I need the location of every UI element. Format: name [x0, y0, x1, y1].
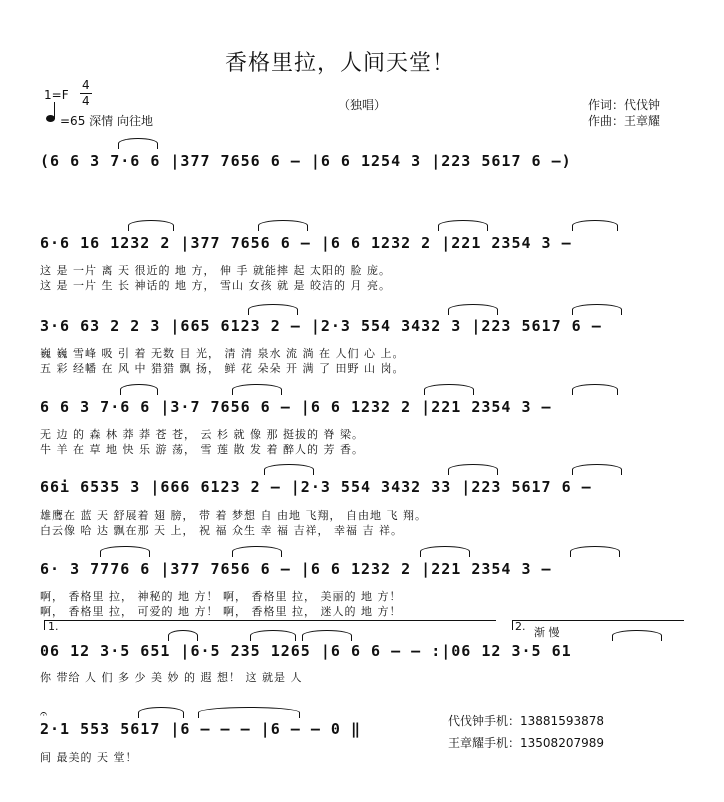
volta-2-label: 2. — [515, 620, 526, 633]
contact-line — [448, 734, 604, 751]
contact-line — [448, 712, 604, 729]
slur — [128, 220, 174, 231]
volta-1-bracket — [44, 620, 496, 621]
score-row-notes: 3·6 63 2 2 3 |665 6123 2 – |2·3 554 3432 3 |223 5617 6 – — [40, 317, 602, 335]
slur — [232, 546, 282, 557]
slur — [250, 630, 296, 641]
lyrics-verse-2: 啊， 香格里 拉， 可爱的 地 方！ 啊， 香格里 拉， 迷人的 地 方！ — [40, 605, 402, 618]
tie — [198, 707, 300, 718]
slur — [258, 220, 308, 231]
score-row-notes: (6 6 3 7·6 6 |377 7656 6 – |6 6 1254 3 |223 5617 6 –) — [40, 152, 572, 170]
volta-2-bracket — [512, 620, 684, 621]
slur — [118, 138, 158, 149]
slur — [572, 220, 618, 231]
slur — [138, 707, 184, 718]
fermata-icon: 𝄐 — [40, 707, 48, 722]
score-row-notes: 6 6 3 7·6 6 |3·7 7656 6 – |6 6 1232 2 |221 2354 3 – — [40, 398, 552, 416]
contact-number: 13508207989 — [520, 736, 604, 750]
slur — [100, 546, 150, 557]
lyrics-verse-1: 雄鹰在 蓝 天 舒展着 翅 膀， 带 着 梦想 自 由地 飞翔， 自由地 飞 翔。 — [40, 509, 427, 522]
volta-1-label: 1. — [48, 620, 59, 633]
lyrics-verse-1: 这 是 一片 离 天 很近的 地 方， 伸 手 就能摔 起 太阳的 脸 庞。 — [40, 264, 391, 277]
quarter-note-stem — [54, 102, 55, 119]
score-row-notes: 06 12 3·5 651 |6·5 235 1265 |6 6 6 – – :|06 12 3·5 61 — [40, 642, 572, 660]
score-row-notes: 66i 6535 3 |666 6123 2 – |2·3 554 3432 33 |223 5617 6 – — [40, 478, 592, 496]
slur — [572, 304, 622, 315]
lyrics-verse-1: 啊， 香格里 拉， 神秘的 地 方！ 啊， 香格里 拉， 美丽的 地 方！ — [40, 590, 402, 603]
slur — [302, 630, 352, 641]
contact-number: 13881593878 — [520, 714, 604, 728]
lyrics-verse-1: 无 边 的 森 林 莽 莽 苍 苍， 云 杉 就 像 那 挺拔的 脊 梁。 — [40, 428, 364, 441]
slur — [612, 630, 662, 641]
tempo-change-mark: 渐 慢 — [534, 626, 560, 639]
slur — [420, 546, 470, 557]
slur — [572, 384, 618, 395]
volta-2-hook — [512, 620, 513, 630]
slur — [232, 384, 282, 395]
slur — [248, 304, 298, 315]
slur — [448, 464, 498, 475]
time-signature-top: 4 — [82, 78, 90, 92]
lyrics-verse-2: 这 是 一片 生 长 神话的 地 方， 雪山 女孩 就 是 皎洁的 月 亮。 — [40, 279, 391, 292]
slur — [448, 304, 498, 315]
score-row-notes: 2·1 553 5617 |6 – – – |6 – – 0 ‖ — [40, 720, 361, 738]
lyricist: 作词：代伐钟 — [588, 98, 661, 112]
slur — [168, 630, 198, 641]
time-signature-bottom: 4 — [82, 94, 90, 108]
volta-1-hook — [44, 620, 45, 630]
tempo-marking: =65 深情 向往地 — [60, 114, 153, 128]
lyrics-verse-2: 牛 羊 在 草 地 快 乐 游 荡， 雪 莲 散 发 着 醉人的 芳 香。 — [40, 443, 364, 456]
slur — [120, 384, 158, 395]
lyrics-verse-1: 间 最美的 天 堂！ — [40, 751, 138, 764]
lyrics-verse-1: 巍 巍 雪峰 吸 引 着 无数 目 光， 清 清 泉水 流 淌 在 人们 心 上。 — [40, 347, 405, 360]
lyrics-verse-2: 五 彩 经幡 在 风 中 猎猎 飘 扬， 鲜 花 朵朵 开 满 了 田野 山 岗。 — [40, 362, 405, 375]
performance-form: （独唱） — [338, 98, 387, 112]
slur — [424, 384, 474, 395]
score-row-notes: 6· 3 7776 6 |377 7656 6 – |6 6 1232 2 |221 2354 3 – — [40, 560, 552, 578]
page-title: 香格里拉，人间天堂！ — [225, 51, 456, 76]
slur — [570, 546, 620, 557]
lyrics-verse-1: 你 带给 人 们 多 少 美 妙 的 遐 想！ 这 就是 人 — [40, 671, 303, 684]
contact-label: 代伐钟手机： — [448, 714, 521, 728]
composer: 作曲：王章耀 — [588, 114, 661, 128]
slur — [438, 220, 488, 231]
score-row-notes: 6·6 16 1232 2 |377 7656 6 – |6 6 1232 2 |221 2354 3 – — [40, 234, 572, 252]
contact-label: 王章耀手机： — [448, 736, 521, 750]
slur — [572, 464, 622, 475]
lyrics-verse-2: 白云像 哈 达 飘在那 天 上， 祝 福 众生 幸 福 吉祥， 幸福 吉 祥。 — [40, 524, 403, 537]
slur — [264, 464, 314, 475]
key-signature: 1=F — [44, 88, 69, 102]
